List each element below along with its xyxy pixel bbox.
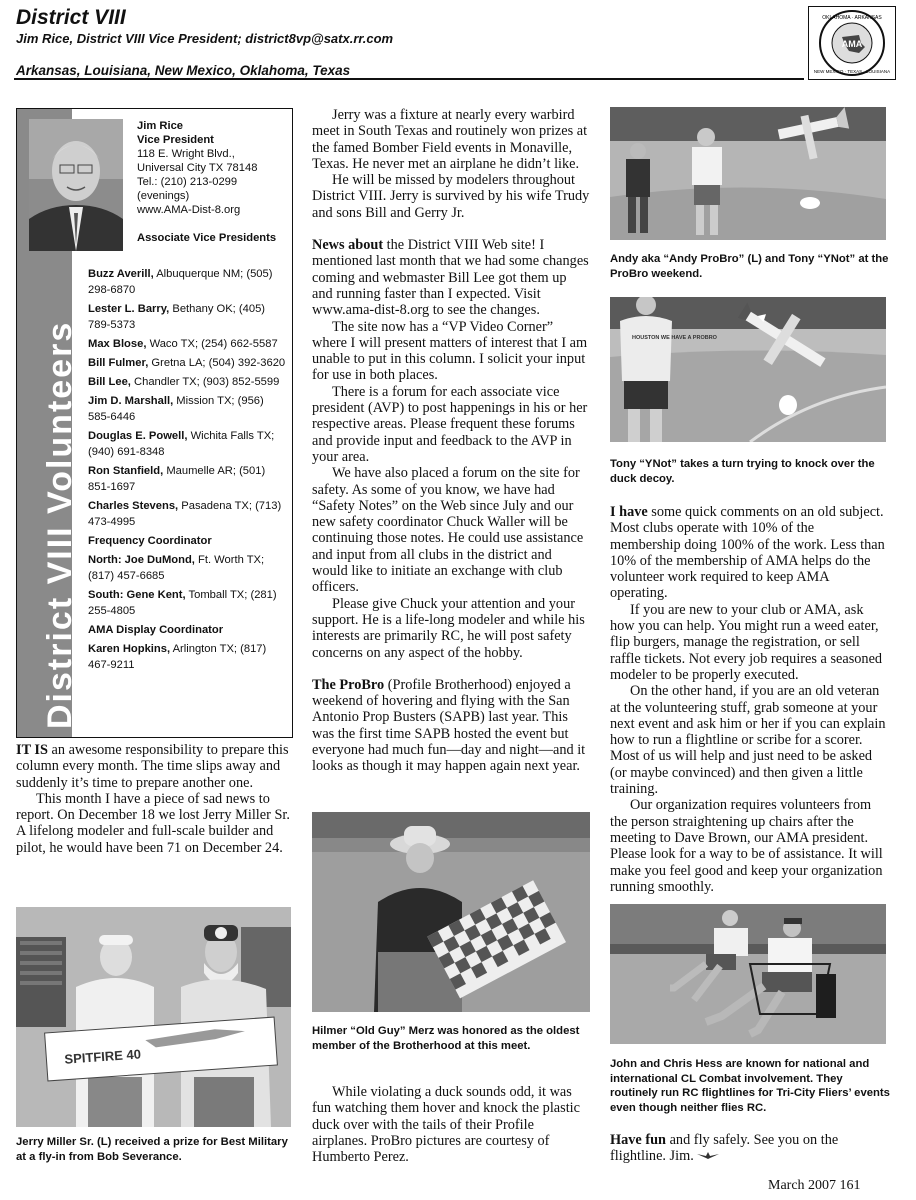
vp-contact-line: Jim Rice, District VIII Vice President; district8vp@satx.rr.com: [16, 31, 394, 46]
freq-coordinator-item: [88, 587, 288, 619]
vp-address2: Universal City TX 78148: [137, 162, 258, 174]
col3-p2: If you are new to your club or AMA, ask how you can help. You might run a weed eater, flip burgers, manage the registration, or sell raffle tickets. Not every job requires a seasoned modeler to be properly executed.: [610, 601, 883, 683]
caption-hess: John and Chris Hess are known for national and international CL Combat involvement. They routinely run RC flightlines for Tri-City Fliers’ events even though neither flies RC.: [610, 1058, 890, 1114]
avp-item: [88, 301, 288, 333]
logo-text-center: AMA: [841, 39, 863, 49]
logo-text-top: OKLAHOMA · ARKANSAS: [822, 15, 882, 21]
display-coordinator-item: [88, 641, 288, 673]
vp-web[interactable]: www.AMA-Dist-8.org: [137, 204, 241, 216]
shirt-text: HOUSTON WE HAVE A PROBRO: [632, 335, 717, 341]
vp-name: Jim Rice: [137, 120, 184, 132]
avp-list: [88, 266, 288, 676]
col1-p1-lead: IT IS: [16, 742, 48, 758]
vp-info: [137, 119, 287, 245]
vp-address1: 118 E. Wright Blvd.,: [137, 148, 235, 160]
display-coordinator-detail: Arlington TX; (817) 467-9211: [88, 643, 267, 671]
vp-tel: Tel.: (210) 213-0299: [137, 176, 238, 188]
jim-rice-photo: [29, 119, 123, 251]
photo-hilmer-merz: [312, 812, 590, 1012]
logo-text-bottom: NEW MEXICO · TEXAS · LOUISIANA: [813, 69, 891, 74]
col2-p1: Jerry was a fixture at nearly every warbird meet in South Texas and routinely won prizes at the famed Bomber Field events in Monaville, Texas. He never met an airplane he didn’t like.: [312, 107, 588, 172]
district-logo: [808, 6, 896, 80]
avp-item: [88, 393, 288, 425]
page-footer: March 2007 161: [768, 1178, 861, 1193]
avp-item: [88, 355, 288, 371]
avp-detail: Bethany OK; (405) 789-5373: [88, 303, 266, 331]
col1-p1: an awesome responsibility to prepare this column every month. The time slips away and suddenly it’s time to prepare another one.: [16, 742, 289, 791]
freq-heading: Frequency Coordinator: [88, 535, 212, 547]
avp-name: Douglas E. Powell,: [88, 430, 188, 442]
col3-p5: and fly safely. See you on the flightline. Jim.: [610, 1132, 839, 1165]
col3-p1-lead: I have: [610, 504, 648, 520]
col2-p3: the District VIII Web site! I mentioned last month that we had some changes coming and webmaster Bill Lee got them up and running faster than I expected. Visit www.ama-dist-8.org to see the changes.: [312, 237, 589, 319]
avp-detail: Waco TX; (254) 662-5587: [149, 338, 278, 350]
volunteers-box: [16, 108, 293, 738]
avp-name: Jim D. Marshall,: [88, 395, 174, 407]
col2-p5: There is a forum for each associate vice president (AVP) to post happenings in his or her respective areas. Please frequent these forums and provide input and feedback to the AVP in your area.: [312, 383, 588, 465]
avp-detail: Pasadena TX; (713) 473-4995: [88, 500, 282, 528]
district-title: District VIII: [16, 6, 126, 29]
avp-detail: Maumelle AR; (501) 851-1697: [88, 465, 266, 493]
avp-name: Bill Lee,: [88, 376, 131, 388]
column-3-tail: [610, 1132, 886, 1165]
freq-coordinator-name: North: Joe DuMond,: [88, 554, 195, 566]
caption-andy-tony: Andy aka “Andy ProBro” (L) and Tony “YNot” at the ProBro weekend.: [610, 253, 889, 280]
avp-detail: Chandler TX; (903) 852-5599: [134, 376, 280, 388]
vp-tel-note: (evenings): [137, 190, 190, 202]
avp-item: [88, 498, 288, 530]
freq-coordinator-detail: Ft. Worth TX; (817) 457-6685: [88, 554, 265, 582]
avp-item: [88, 374, 288, 390]
avp-item: [88, 266, 288, 298]
avp-name: Charles Stevens,: [88, 500, 179, 512]
district-states: Arkansas, Louisiana, New Mexico, Oklahoma, Texas: [16, 63, 351, 78]
caption-hilmer-merz: Hilmer “Old Guy” Merz was honored as the oldest member of the Brotherhood at this meet.: [312, 1025, 580, 1052]
avp-heading: Associate Vice Presidents: [137, 232, 277, 244]
display-coordinator-name: Karen Hopkins,: [88, 643, 171, 655]
photo-jerry-miller: [16, 907, 291, 1127]
display-heading: AMA Display Coordinator: [88, 624, 224, 636]
caption-jerry-miller: Jerry Miller Sr. (L) received a prize for Best Military at a fly-in from Bob Severance.: [16, 1136, 288, 1163]
caption-tony-duck: Tony “YNot” takes a turn trying to knock over the duck decoy.: [610, 458, 875, 485]
avp-name: Bill Fulmer,: [88, 357, 149, 369]
col2-p8: (Profile Brotherhood) enjoyed a weekend of hovering and flying with the San Antonio Prop Busters (SAPB) last year. This was the first time SAPB hosted the event but everyone had much fun—day and night—and it looks as though it may happen again next year.: [312, 676, 586, 775]
photo-tony-duck: [610, 297, 886, 442]
col3-p1: some quick comments on an old subject. Most clubs operate with 10% of the membership doing 100% of the work. Less than 10% of the membership of AMA helps do the volunteer work required to keep AMA operating.: [610, 504, 885, 602]
photo-andy-tony: [610, 107, 886, 240]
avp-name: Lester L. Barry,: [88, 303, 170, 315]
photo-hess: [610, 904, 886, 1044]
col3-p3: On the other hand, if you are an old veteran at the volunteering stuff, grab someone at your next event and ask him or her if you can explain how to run a flightline or scribe for a scorer. Most of us will help and just need to be asked (or maybe convinced) and then given a little training.: [610, 683, 886, 798]
avp-item: [88, 463, 288, 495]
avp-detail: Wichita Falls TX; (940) 691-8348: [88, 430, 275, 458]
avp-item: [88, 428, 288, 460]
col2-p9: While violating a duck sounds odd, it was fun watching them hover and knock the plastic duck over with the tails of their Profile airplanes. ProBro pictures are courtesy of Humberto Perez.: [312, 1084, 580, 1166]
freq-coordinator-name: South: Gene Kent,: [88, 589, 186, 601]
col3-p5-lead: Have fun: [610, 1132, 667, 1148]
avp-name: Buzz Averill,: [88, 268, 154, 280]
col2-p7: Please give Chuck your attention and your support. He is a life-long modeler and while his interests are primarily RC, he will post safety concerns on any aspect of the hobby.: [312, 595, 585, 661]
col2-p3-lead: News about: [312, 237, 384, 254]
col2-p2: He will be missed by modelers throughout District VIII. Jerry is survived by his wife Trudy and sons Bill and Gerry Jr.: [312, 172, 590, 221]
ama-wings-icon: [697, 1150, 719, 1160]
freq-coordinator-detail: Tomball TX; (281) 255-4805: [88, 589, 277, 617]
volunteers-vertical-title: District VIII Volunteers: [41, 320, 79, 729]
avp-item: [88, 336, 288, 352]
col2-p6: We have also placed a forum on the site for safety. As some of you know, we have had “Safety Notes” on the Web since July and our new safety coordinator Chuck Waller will be continuing those notes. He could use assistance and input from all clubs in the district and would like to initiate an exchange with club officers.: [312, 465, 584, 596]
col2-p4: The site now has a “VP Video Corner” where I will present matters of interest that I am unable to put in this column. I solicit your input for use in both places.: [312, 318, 588, 384]
plaque-text: SPITFIRE 40: [63, 1046, 142, 1067]
column-1-text: [16, 742, 291, 856]
column-2-text: [312, 107, 590, 775]
freq-coordinator-item: [88, 552, 288, 584]
col1-p2: This month I have a piece of sad news to report. On December 18 we lost Jerry Miller Sr. A lifelong modeler and full-scale builder and pilot, he would have been 71 on December 24.: [16, 790, 290, 856]
avp-name: Ron Stanfield,: [88, 465, 164, 477]
avp-detail: Gretna LA; (504) 392-3620: [151, 357, 286, 369]
avp-detail: Mission TX; (956) 585-6446: [88, 395, 264, 423]
col3-p4: Our organization requires volunteers from the person straightening up chairs after the meeting to Dave Brown, our AMA president. Please look for a way to be of assistance. It will make you feel good and keep your organization running smoothly.: [610, 797, 883, 895]
column-2-tail: [312, 1084, 590, 1165]
column-3-text: [610, 504, 886, 895]
col2-p8-lead: The ProBro: [312, 676, 385, 693]
vp-title: Vice President: [137, 134, 214, 146]
avp-detail: Albuquerque NM; (505) 298-6870: [88, 268, 273, 296]
header-rule: [14, 78, 804, 80]
avp-name: Max Blose,: [88, 338, 147, 350]
